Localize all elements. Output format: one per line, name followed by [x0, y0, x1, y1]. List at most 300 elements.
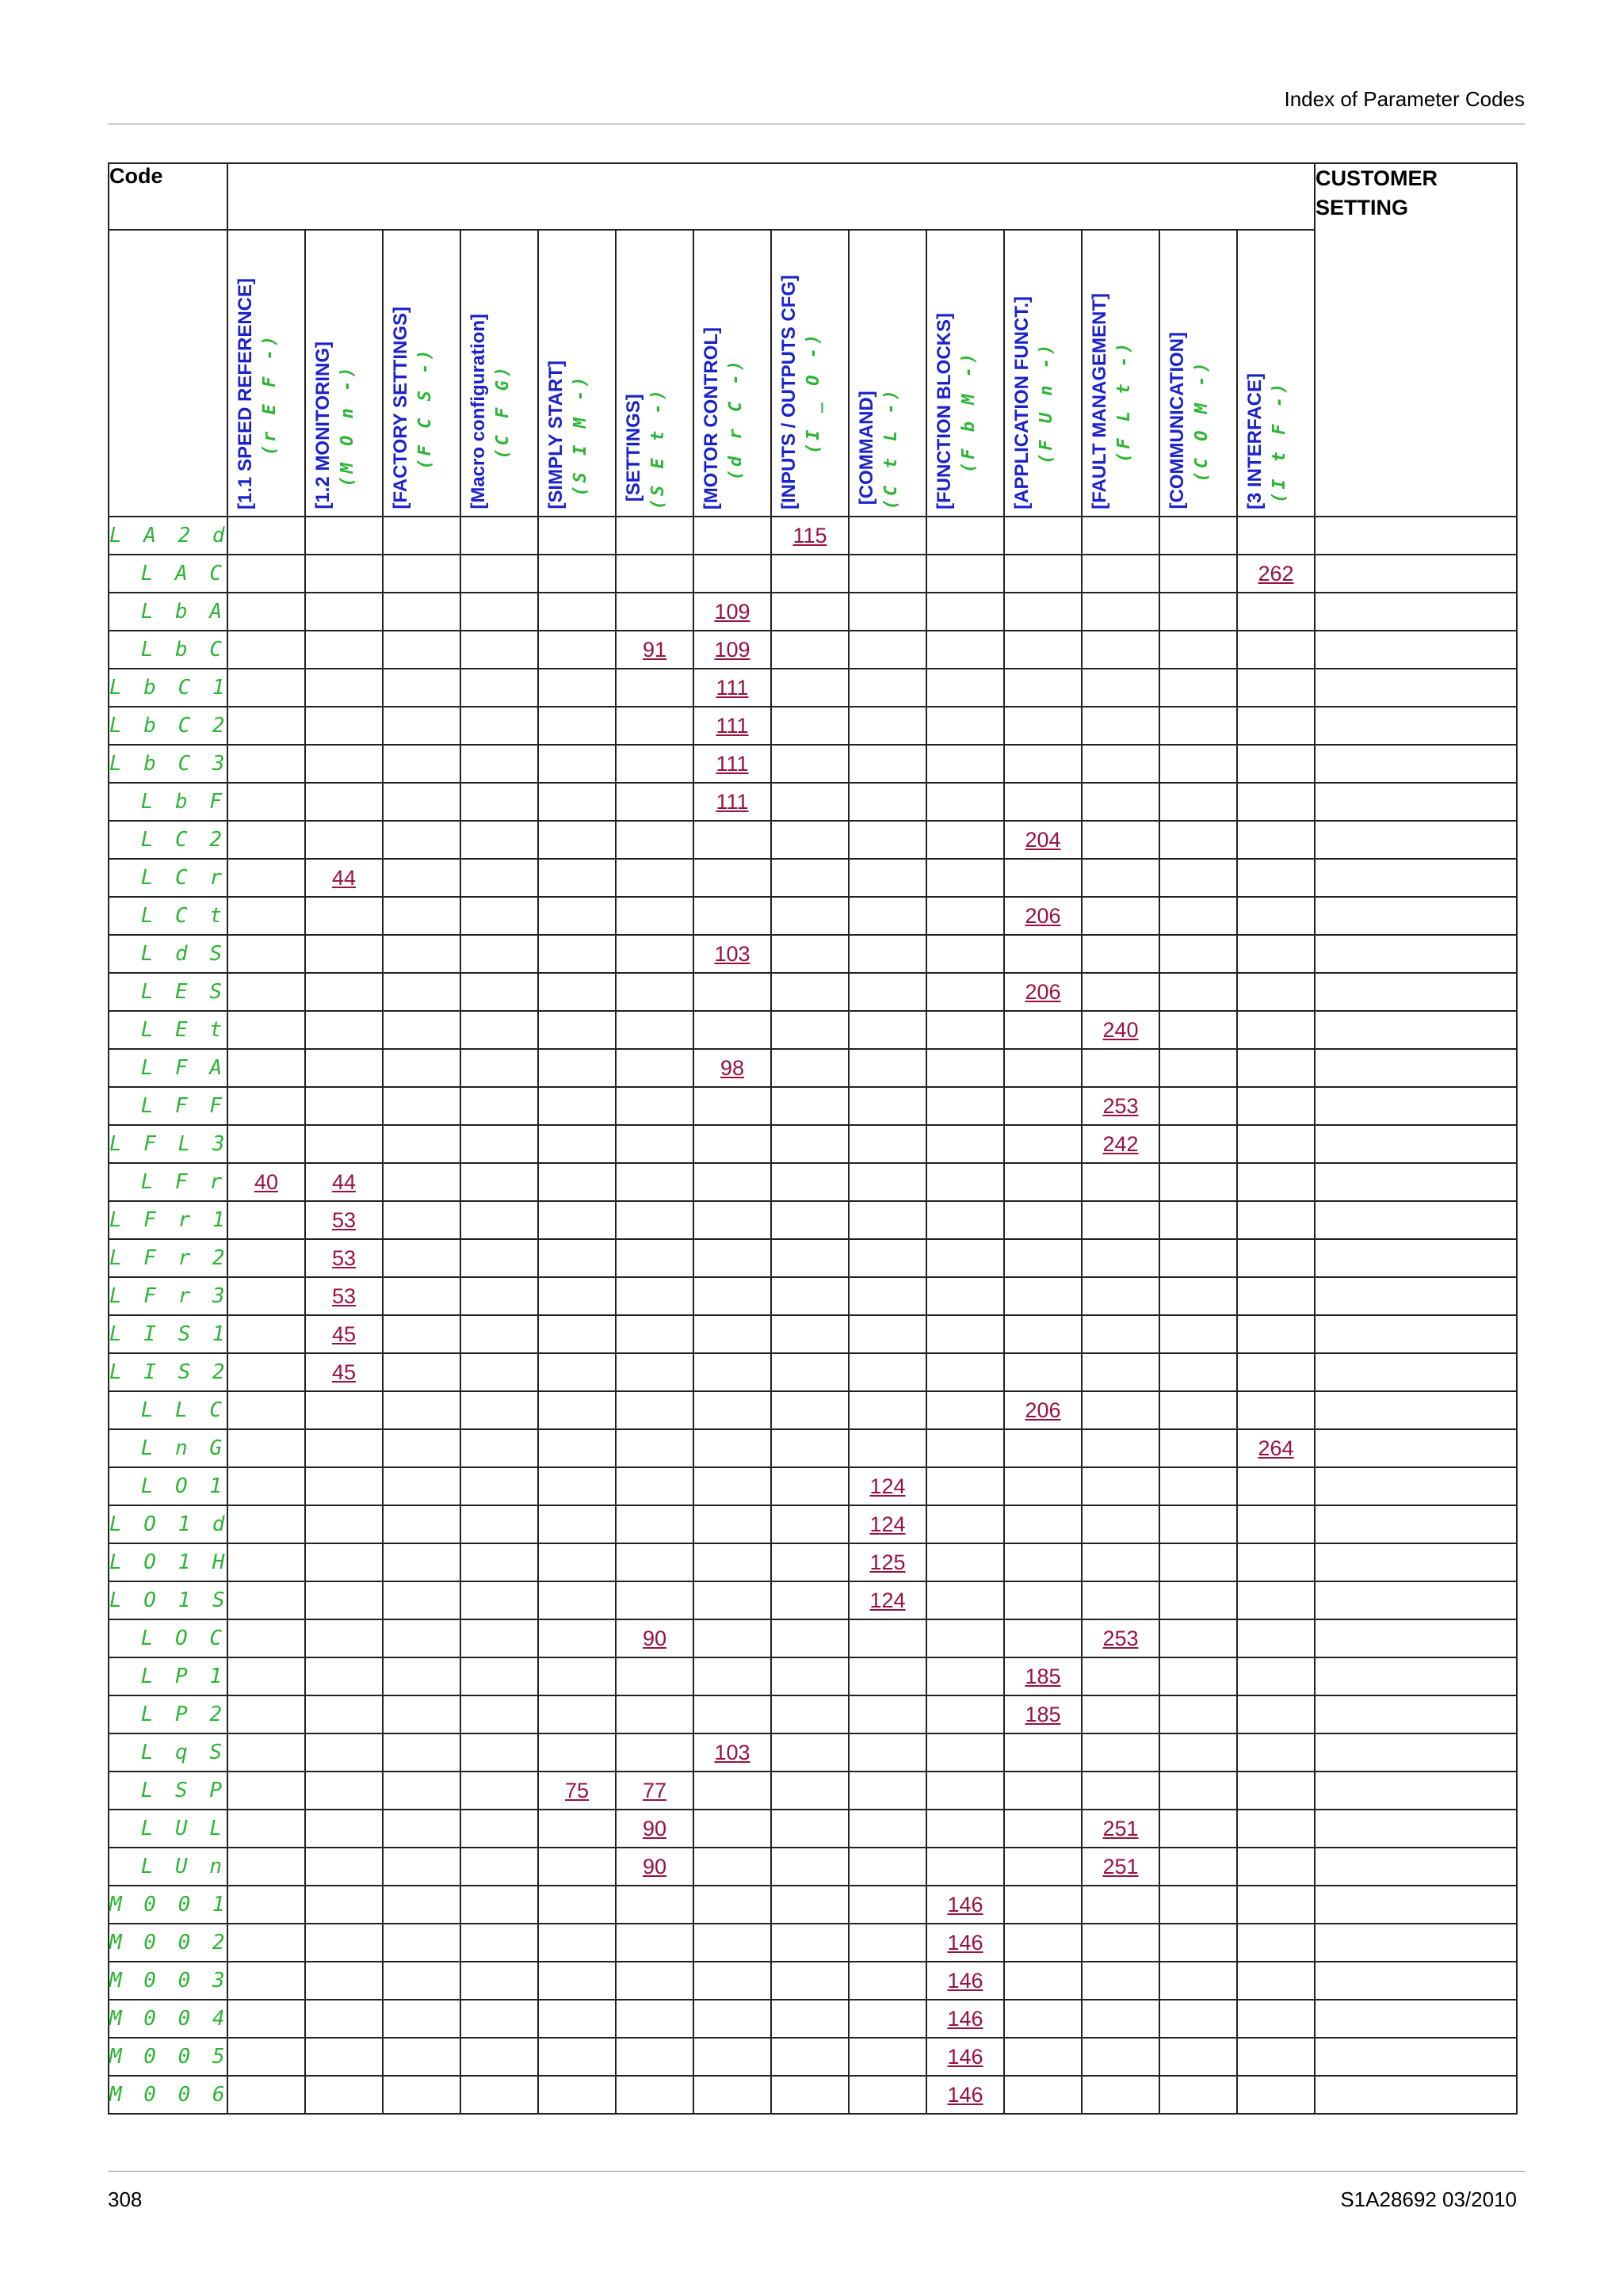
- empty-cell: [849, 1962, 926, 2000]
- empty-cell: [1082, 859, 1159, 897]
- table-row: [109, 1087, 1517, 1125]
- page-reference-cell: [693, 935, 771, 973]
- page-reference-cell: [227, 1163, 305, 1201]
- empty-cell: [693, 1505, 771, 1543]
- empty-cell: [616, 707, 693, 745]
- customer-setting-cell[interactable]: [1315, 593, 1517, 631]
- empty-cell: [1237, 631, 1315, 669]
- page-reference-cell: [1004, 1657, 1082, 1695]
- empty-cell: [1004, 1619, 1082, 1657]
- empty-cell: [305, 1962, 383, 2000]
- page-reference-link[interactable]: 146: [947, 1892, 983, 1917]
- page-reference-link[interactable]: 242: [1102, 1131, 1139, 1156]
- empty-cell: [1082, 631, 1159, 669]
- customer-setting-cell[interactable]: [1315, 1125, 1517, 1163]
- table-row: [109, 2000, 1517, 2038]
- empty-cell: [383, 1733, 460, 1772]
- page-reference-link[interactable]: 44: [331, 1169, 357, 1194]
- customer-setting-cell[interactable]: [1315, 1581, 1517, 1619]
- empty-cell: [1004, 1848, 1082, 1886]
- empty-cell: [538, 1657, 616, 1695]
- empty-cell: [1082, 1733, 1159, 1772]
- empty-cell: [1159, 1125, 1237, 1163]
- customer-setting-cell[interactable]: [1315, 1810, 1517, 1848]
- empty-cell: [1004, 1505, 1082, 1543]
- empty-cell: [771, 1772, 849, 1810]
- empty-cell: [849, 1125, 926, 1163]
- page-reference-link[interactable]: 253: [1102, 1626, 1139, 1650]
- page-reference-link[interactable]: 44: [331, 865, 357, 890]
- empty-cell: [383, 2000, 460, 2038]
- empty-cell: [1004, 1581, 1082, 1619]
- empty-cell: [771, 1924, 849, 1962]
- empty-cell: [1237, 1467, 1315, 1505]
- empty-cell: [771, 973, 849, 1011]
- empty-cell: [926, 859, 1004, 897]
- empty-cell: [1082, 973, 1159, 1011]
- empty-cell: [616, 1657, 693, 1695]
- parameter-code: L P 1: [109, 1657, 227, 1695]
- table-row: [109, 1924, 1517, 1962]
- page-reference-link[interactable]: 103: [714, 1740, 750, 1764]
- empty-cell: [538, 935, 616, 973]
- customer-setting-cell[interactable]: [1315, 897, 1517, 935]
- empty-cell: [227, 1467, 305, 1505]
- empty-cell: [227, 1239, 305, 1277]
- empty-cell: [538, 631, 616, 669]
- page-reference-link[interactable]: 40: [254, 1169, 279, 1194]
- empty-cell: [1237, 593, 1315, 631]
- empty-cell: [383, 1429, 460, 1467]
- empty-cell: [771, 1353, 849, 1391]
- customer-setting-cell[interactable]: [1315, 1467, 1517, 1505]
- empty-cell: [926, 707, 1004, 745]
- empty-cell: [771, 707, 849, 745]
- parameter-code: L F A: [109, 1049, 227, 1087]
- customer-setting-cell[interactable]: [1315, 631, 1517, 669]
- empty-cell: [383, 1657, 460, 1695]
- page-title: Index of Parameter Codes: [1284, 87, 1525, 111]
- table-row: [109, 1201, 1517, 1239]
- empty-cell: [1004, 1353, 1082, 1391]
- customer-setting-cell[interactable]: [1315, 1848, 1517, 1886]
- page-reference-link[interactable]: 125: [869, 1550, 906, 1574]
- empty-cell: [1004, 2000, 1082, 2038]
- empty-cell: [538, 859, 616, 897]
- empty-cell: [616, 1886, 693, 1924]
- page-reference-link[interactable]: 206: [1025, 903, 1061, 928]
- page-reference-cell: [849, 1581, 926, 1619]
- empty-cell: [926, 1810, 1004, 1848]
- customer-setting-cell[interactable]: [1315, 1391, 1517, 1429]
- page-reference-link[interactable]: 53: [331, 1245, 357, 1270]
- empty-cell: [305, 1924, 383, 1962]
- empty-cell: [926, 1049, 1004, 1087]
- customer-setting-cell[interactable]: [1315, 2076, 1517, 2114]
- empty-cell: [460, 1087, 538, 1125]
- page-reference-link[interactable]: 91: [642, 637, 667, 662]
- empty-cell: [1082, 1657, 1159, 1695]
- empty-cell: [926, 1353, 1004, 1391]
- empty-cell: [616, 669, 693, 707]
- empty-cell: [1237, 1924, 1315, 1962]
- page-reference-link[interactable]: 146: [947, 2006, 983, 2031]
- empty-cell: [1082, 1353, 1159, 1391]
- empty-cell: [926, 1695, 1004, 1733]
- customer-setting-cell[interactable]: [1315, 1277, 1517, 1315]
- empty-cell: [1237, 1391, 1315, 1429]
- empty-cell: [693, 821, 771, 859]
- empty-cell: [305, 555, 383, 593]
- empty-cell: [227, 821, 305, 859]
- empty-cell: [460, 555, 538, 593]
- empty-cell: [771, 1163, 849, 1201]
- menu-code: (F C S -): [415, 346, 435, 470]
- page-reference-cell: [693, 745, 771, 783]
- parameter-code: L n G: [109, 1429, 227, 1467]
- empty-cell: [305, 1695, 383, 1733]
- customer-setting-cell[interactable]: [1315, 669, 1517, 707]
- empty-cell: [926, 669, 1004, 707]
- empty-cell: [227, 1353, 305, 1391]
- menu-title: [MOTOR CONTROL]: [701, 326, 722, 509]
- customer-setting-cell[interactable]: [1315, 973, 1517, 1011]
- empty-cell: [538, 1391, 616, 1429]
- menu-title: [Macro configuration]: [468, 314, 489, 509]
- customer-setting-cell[interactable]: [1315, 2038, 1517, 2076]
- parameter-code: M 0 0 2: [109, 1924, 227, 1962]
- empty-cell: [383, 2076, 460, 2114]
- empty-cell: [1082, 1581, 1159, 1619]
- empty-cell: [849, 1353, 926, 1391]
- empty-cell: [1159, 973, 1237, 1011]
- empty-cell: [383, 1201, 460, 1239]
- empty-cell: [771, 1467, 849, 1505]
- empty-cell: [538, 2038, 616, 2076]
- empty-cell: [305, 517, 383, 555]
- empty-cell: [849, 897, 926, 935]
- empty-cell: [771, 821, 849, 859]
- table-row: [109, 517, 1517, 555]
- menu-column-header: [1082, 230, 1159, 517]
- page-reference-cell: [1237, 1429, 1315, 1467]
- table-row: [109, 707, 1517, 745]
- empty-cell: [1237, 1543, 1315, 1581]
- empty-cell: [1082, 1695, 1159, 1733]
- empty-cell: [1159, 669, 1237, 707]
- page-reference-link[interactable]: 98: [720, 1055, 745, 1080]
- customer-setting-cell[interactable]: [1315, 1163, 1517, 1201]
- empty-cell: [383, 2038, 460, 2076]
- empty-cell: [771, 1695, 849, 1733]
- page-reference-link[interactable]: 251: [1102, 1854, 1139, 1878]
- page-reference-link[interactable]: 146: [947, 1930, 983, 1955]
- empty-cell: [460, 1695, 538, 1733]
- customer-setting-cell[interactable]: [1315, 1733, 1517, 1772]
- empty-cell: [383, 669, 460, 707]
- parameter-code: L F r 2: [109, 1239, 227, 1277]
- page-reference-link[interactable]: 77: [642, 1778, 667, 1802]
- empty-cell: [771, 1315, 849, 1353]
- empty-cell: [305, 2076, 383, 2114]
- empty-cell: [538, 1619, 616, 1657]
- table-row: [109, 593, 1517, 631]
- page-reference-link[interactable]: 109: [714, 599, 750, 624]
- empty-cell: [849, 1886, 926, 1924]
- empty-cell: [538, 1733, 616, 1772]
- page-reference-cell: [616, 1848, 693, 1886]
- page-reference-link[interactable]: 103: [714, 941, 750, 966]
- empty-cell: [1082, 783, 1159, 821]
- empty-cell: [305, 1049, 383, 1087]
- empty-cell: [693, 1848, 771, 1886]
- page-reference-link[interactable]: 262: [1258, 561, 1294, 585]
- table-row: [109, 1277, 1517, 1315]
- page-reference-link[interactable]: 111: [716, 675, 749, 700]
- empty-cell: [926, 745, 1004, 783]
- empty-cell: [460, 897, 538, 935]
- empty-cell: [1082, 517, 1159, 555]
- customer-setting-cell[interactable]: [1315, 745, 1517, 783]
- empty-cell: [305, 2000, 383, 2038]
- parameter-code: L P 2: [109, 1695, 227, 1733]
- empty-cell: [693, 973, 771, 1011]
- page-reference-link[interactable]: 146: [947, 2082, 983, 2107]
- empty-cell: [227, 1087, 305, 1125]
- empty-cell: [305, 1125, 383, 1163]
- empty-cell: [926, 1391, 1004, 1429]
- page-reference-link[interactable]: 185: [1025, 1664, 1061, 1688]
- customer-setting-header: [1315, 163, 1517, 517]
- empty-cell: [849, 631, 926, 669]
- customer-setting-cell[interactable]: [1315, 935, 1517, 973]
- customer-setting-cell[interactable]: [1315, 555, 1517, 593]
- customer-setting-cell[interactable]: [1315, 1619, 1517, 1657]
- empty-cell: [305, 1467, 383, 1505]
- empty-cell: [538, 1543, 616, 1581]
- empty-cell: [1082, 1962, 1159, 2000]
- page-reference-link[interactable]: 124: [869, 1512, 906, 1536]
- empty-cell: [616, 973, 693, 1011]
- empty-cell: [1159, 783, 1237, 821]
- empty-cell: [1237, 1772, 1315, 1810]
- page-reference-link[interactable]: 251: [1102, 1816, 1139, 1840]
- empty-cell: [926, 555, 1004, 593]
- empty-cell: [1159, 1353, 1237, 1391]
- parameter-code: L b C 1: [109, 669, 227, 707]
- empty-cell: [693, 1467, 771, 1505]
- customer-setting-cell[interactable]: [1315, 1087, 1517, 1125]
- empty-cell: [383, 935, 460, 973]
- customer-setting-cell[interactable]: [1315, 783, 1517, 821]
- empty-cell: [460, 1962, 538, 2000]
- empty-cell: [771, 859, 849, 897]
- page-reference-cell: [693, 707, 771, 745]
- empty-cell: [849, 973, 926, 1011]
- table-row: [109, 897, 1517, 935]
- empty-cell: [1004, 1049, 1082, 1087]
- page-reference-cell: [305, 859, 383, 897]
- parameter-code: L F r 1: [109, 1201, 227, 1239]
- page-reference-link[interactable]: 240: [1102, 1017, 1139, 1042]
- empty-cell: [1004, 1011, 1082, 1049]
- empty-cell: [926, 517, 1004, 555]
- page-reference-cell: [693, 593, 771, 631]
- empty-cell: [771, 2076, 849, 2114]
- page-reference-link[interactable]: 111: [716, 789, 749, 814]
- empty-cell: [383, 1695, 460, 1733]
- customer-setting-cell[interactable]: [1315, 1924, 1517, 1962]
- empty-cell: [849, 1429, 926, 1467]
- customer-setting-cell[interactable]: [1315, 821, 1517, 859]
- customer-setting-cell[interactable]: [1315, 1886, 1517, 1924]
- empty-cell: [1159, 555, 1237, 593]
- empty-cell: [771, 2038, 849, 2076]
- page-reference-cell: [616, 1810, 693, 1848]
- customer-setting-cell[interactable]: [1315, 1543, 1517, 1581]
- customer-setting-cell[interactable]: [1315, 1239, 1517, 1277]
- empty-cell: [693, 1581, 771, 1619]
- page-reference-link[interactable]: 124: [869, 1588, 906, 1612]
- empty-cell: [1004, 1924, 1082, 1962]
- empty-cell: [616, 593, 693, 631]
- page-reference-link[interactable]: 109: [714, 637, 750, 662]
- page-reference-cell: [926, 1924, 1004, 1962]
- empty-cell: [1159, 1467, 1237, 1505]
- empty-cell: [383, 1353, 460, 1391]
- customer-setting-cell[interactable]: [1315, 1049, 1517, 1087]
- customer-setting-cell[interactable]: [1315, 1657, 1517, 1695]
- customer-setting-cell[interactable]: [1315, 859, 1517, 897]
- customer-setting-cell[interactable]: [1315, 1429, 1517, 1467]
- empty-cell: [227, 2038, 305, 2076]
- empty-cell: [616, 555, 693, 593]
- parameter-code: L F r 3: [109, 1277, 227, 1315]
- table-row: [109, 1049, 1517, 1087]
- page-reference-link[interactable]: 146: [947, 2044, 983, 2069]
- customer-setting-cell[interactable]: [1315, 1772, 1517, 1810]
- menu-column-header: [771, 230, 849, 517]
- empty-cell: [849, 2076, 926, 2114]
- page-reference-link[interactable]: 111: [716, 751, 749, 776]
- empty-cell: [1004, 859, 1082, 897]
- customer-setting-cell[interactable]: [1315, 1011, 1517, 1049]
- empty-cell: [771, 1619, 849, 1657]
- page-reference-link[interactable]: 45: [331, 1360, 357, 1384]
- page-reference-link[interactable]: 204: [1025, 827, 1061, 852]
- empty-cell: [1004, 1201, 1082, 1239]
- empty-cell: [1237, 935, 1315, 973]
- page-reference-link[interactable]: 90: [642, 1816, 667, 1840]
- empty-cell: [460, 2076, 538, 2114]
- page-reference-link[interactable]: 185: [1025, 1702, 1061, 1726]
- empty-cell: [538, 1581, 616, 1619]
- page-reference-link[interactable]: 111: [716, 713, 749, 738]
- page-reference-cell: [926, 1886, 1004, 1924]
- empty-cell: [693, 2076, 771, 2114]
- page-reference-link[interactable]: 75: [564, 1778, 590, 1802]
- empty-cell: [460, 2038, 538, 2076]
- empty-cell: [538, 1315, 616, 1353]
- empty-cell: [305, 1772, 383, 1810]
- empty-cell: [305, 631, 383, 669]
- empty-cell: [1004, 1239, 1082, 1277]
- empty-cell: [1082, 821, 1159, 859]
- empty-cell: [538, 821, 616, 859]
- empty-cell: [460, 1163, 538, 1201]
- empty-cell: [227, 1733, 305, 1772]
- empty-cell: [1004, 1543, 1082, 1581]
- empty-cell: [538, 1886, 616, 1924]
- table-row: [109, 2038, 1517, 2076]
- page-reference-link[interactable]: 206: [1025, 979, 1061, 1004]
- customer-setting-cell[interactable]: [1315, 707, 1517, 745]
- customer-setting-cell[interactable]: [1315, 1695, 1517, 1733]
- empty-cell: [1082, 1239, 1159, 1277]
- page-reference-link[interactable]: 53: [331, 1207, 357, 1232]
- page-reference-link[interactable]: 253: [1102, 1093, 1139, 1118]
- empty-cell: [460, 1772, 538, 1810]
- empty-cell: [1237, 1695, 1315, 1733]
- page-reference-link[interactable]: 45: [331, 1322, 357, 1346]
- empty-cell: [616, 1163, 693, 1201]
- empty-cell: [849, 2000, 926, 2038]
- customer-setting-cell[interactable]: [1315, 1505, 1517, 1543]
- customer-setting-cell[interactable]: [1315, 1201, 1517, 1239]
- parameter-code: L U L: [109, 1810, 227, 1848]
- empty-cell: [538, 1695, 616, 1733]
- document-reference: S1A28692 03/2010: [1340, 2187, 1517, 2211]
- customer-setting-cell[interactable]: [1315, 517, 1517, 555]
- menu-code: (d r C -): [726, 357, 746, 480]
- customer-setting-cell[interactable]: [1315, 1962, 1517, 2000]
- page-reference-link[interactable]: 206: [1025, 1398, 1061, 1422]
- empty-cell: [1004, 1733, 1082, 1772]
- menu-title: [INPUTS / OUTPUTS CFG]: [778, 275, 800, 509]
- empty-cell: [693, 1886, 771, 1924]
- empty-cell: [383, 745, 460, 783]
- empty-cell: [538, 1962, 616, 2000]
- customer-setting-cell[interactable]: [1315, 1315, 1517, 1353]
- empty-cell: [227, 1962, 305, 2000]
- empty-cell: [1159, 1505, 1237, 1543]
- customer-setting-cell[interactable]: [1315, 1353, 1517, 1391]
- page-reference-link[interactable]: 264: [1258, 1436, 1294, 1460]
- empty-cell: [1159, 1848, 1237, 1886]
- menu-column-header: [616, 230, 693, 517]
- page-reference-link[interactable]: 53: [331, 1283, 357, 1308]
- page-reference-link[interactable]: 90: [642, 1626, 667, 1650]
- empty-cell: [1237, 1619, 1315, 1657]
- empty-cell: [926, 631, 1004, 669]
- empty-cell: [305, 1391, 383, 1429]
- empty-cell: [460, 973, 538, 1011]
- empty-cell: [383, 1619, 460, 1657]
- empty-cell: [926, 1011, 1004, 1049]
- empty-cell: [383, 859, 460, 897]
- empty-cell: [1159, 1924, 1237, 1962]
- empty-cell: [1159, 2000, 1237, 2038]
- page-reference-link[interactable]: 124: [869, 1474, 906, 1498]
- empty-cell: [693, 1011, 771, 1049]
- page-reference-link[interactable]: 90: [642, 1854, 667, 1878]
- empty-cell: [926, 1163, 1004, 1201]
- empty-cell: [771, 1848, 849, 1886]
- customer-setting-cell[interactable]: [1315, 2000, 1517, 2038]
- page-reference-link[interactable]: 115: [792, 523, 827, 547]
- empty-cell: [1237, 1962, 1315, 2000]
- page-reference-link[interactable]: 146: [947, 1968, 983, 1993]
